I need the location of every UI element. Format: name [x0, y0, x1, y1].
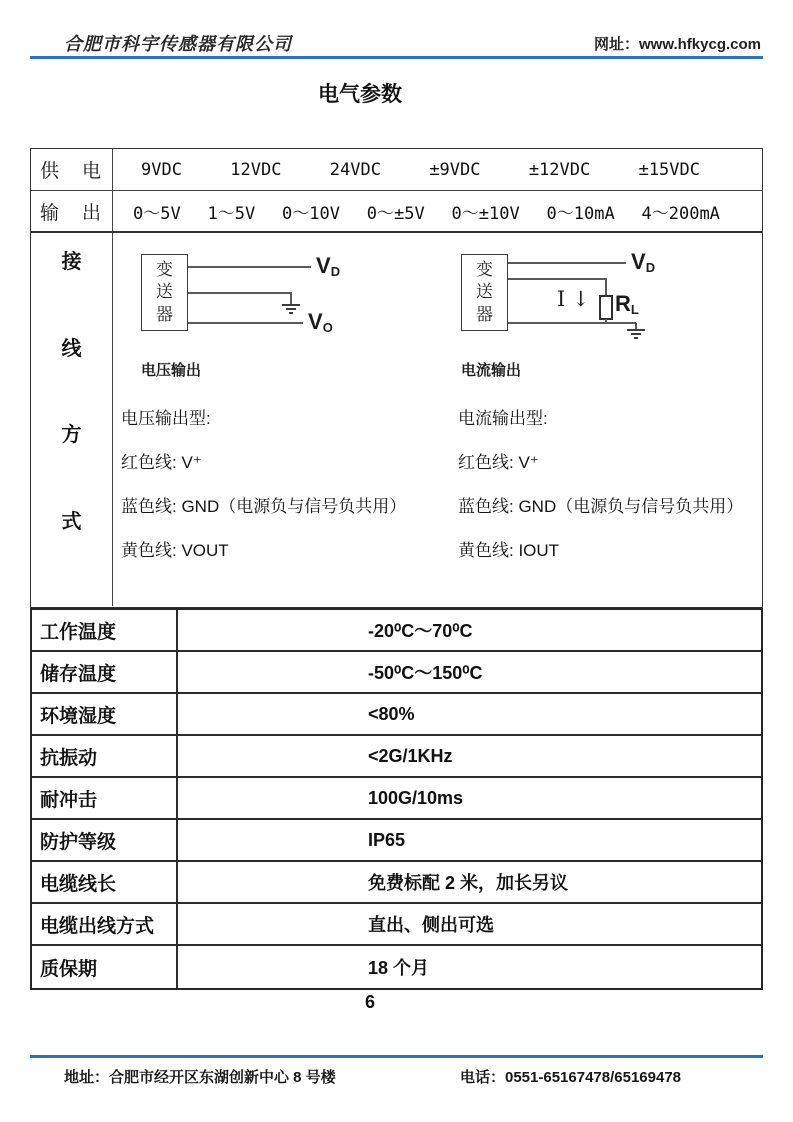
supply-value: ±9VDC [429, 159, 481, 180]
spec-label: 抗振动 [32, 736, 178, 776]
spec-label: 电缆出线方式 [32, 904, 178, 944]
wiring-text-line: 红色线: V⁺ [121, 453, 202, 472]
voltage-diagram-caption: 电压输出 [141, 362, 202, 379]
table-row [32, 820, 761, 862]
output-value: 0～5V [133, 203, 181, 224]
website-label: 网址： [594, 36, 640, 53]
output-row [31, 191, 762, 233]
spec-label: 耐冲击 [32, 778, 178, 818]
output-value: 1～5V [207, 203, 256, 224]
supply-value: ±12VDC [528, 159, 591, 180]
footer-phone: 电话：0551-65167478/65169478 [460, 1069, 682, 1086]
wiring-row-label [31, 233, 113, 606]
supply-row [31, 149, 762, 191]
output-label: 输 出 [31, 191, 113, 231]
spec-label: 电缆线长 [32, 862, 178, 902]
spec-label: 防护等级 [32, 820, 178, 860]
wiring-char: 式 [61, 510, 82, 533]
spec-value: IP65 [368, 829, 406, 850]
spec-value: <80% [368, 703, 415, 724]
vd-label: VD [316, 253, 341, 279]
table-row [32, 652, 761, 694]
supply-values [113, 149, 762, 190]
table-row [32, 610, 761, 652]
website [594, 33, 761, 54]
spec-value: -20⁰C～70⁰C [368, 621, 473, 641]
wiring-text-line: 黄色线: VOUT [121, 541, 229, 560]
output-value: 0～10V [282, 203, 340, 224]
spec-value: 直出、侧出可选 [368, 915, 494, 935]
spec-label: 质保期 [32, 946, 178, 988]
wiring-content [113, 233, 762, 606]
header-divider [30, 56, 763, 59]
vd-label: VD [631, 249, 656, 275]
vo-label: VO [308, 309, 333, 335]
wiring-text-line: 电流输出型: [458, 409, 548, 428]
transmitter-label: 变送器 [156, 260, 173, 324]
current-arrow-label: I ↓ [557, 287, 590, 311]
current-wiring-text [458, 397, 743, 573]
supply-value: 9VDC [141, 159, 182, 180]
wiring-text-line: 蓝色线: GND（电源负与信号负共用） [458, 497, 744, 516]
supply-value: 12VDC [230, 159, 282, 180]
spec-value: <2G/1KHz [368, 745, 453, 766]
table-row [32, 694, 761, 736]
voltage-output-diagram [133, 249, 438, 399]
rl-label: RL [615, 291, 639, 317]
wiring-char: 线 [61, 337, 82, 360]
wiring-char: 接 [61, 251, 82, 273]
page-number: 6 [364, 992, 375, 1012]
company-name: 合肥市科宇传感器有限公司 [64, 34, 292, 54]
output-value: 0～±10V [451, 203, 520, 224]
output-value: 4～200mA [641, 203, 720, 224]
table-row [32, 946, 761, 988]
footer-address: 地址：合肥市经开区东湖创新中心 8 号楼 [64, 1069, 336, 1086]
supply-value: ±15VDC [638, 159, 700, 180]
spec-value: -50⁰C～150⁰C [368, 663, 483, 683]
table-row [32, 862, 761, 904]
spec-value: 100G/10ms [368, 787, 464, 808]
transmitter-label: 变送器 [476, 260, 493, 324]
wiring-row [31, 233, 762, 606]
electrical-table [30, 148, 763, 608]
spec-label: 储存温度 [32, 652, 178, 692]
voltage-wiring-text [121, 397, 406, 573]
transmitter-box [141, 254, 188, 331]
output-values [113, 191, 762, 231]
table-row [32, 778, 761, 820]
output-value: 0～±5V [366, 203, 425, 224]
supply-value: 24VDC [329, 159, 381, 180]
footer-divider [30, 1055, 763, 1058]
supply-label: 供 电 [31, 149, 113, 190]
transmitter-box [461, 254, 508, 331]
specs-table [30, 608, 763, 990]
current-diagram-caption: 电流输出 [461, 362, 522, 379]
website-url: www.hfkycg.com [639, 36, 761, 53]
current-output-diagram [443, 249, 758, 399]
wiring-text-line: 黄色线: IOUT [458, 541, 560, 560]
table-row [32, 736, 761, 778]
output-value: 0～10mA [546, 203, 615, 224]
page-title: 电气参数 [318, 83, 402, 106]
spec-value: 18 个月 [368, 958, 430, 978]
wiring-text-line: 红色线: V⁺ [458, 453, 539, 472]
wiring-char: 方 [61, 424, 82, 447]
spec-value: 免费标配 2 米，加长另议 [368, 873, 569, 893]
wiring-text-line: 电压输出型: [121, 409, 211, 428]
spec-label: 工作温度 [32, 610, 178, 650]
wiring-text-line: 蓝色线: GND（电源负与信号负共用） [121, 497, 407, 516]
table-row [32, 904, 761, 946]
spec-label: 环境湿度 [32, 694, 178, 734]
